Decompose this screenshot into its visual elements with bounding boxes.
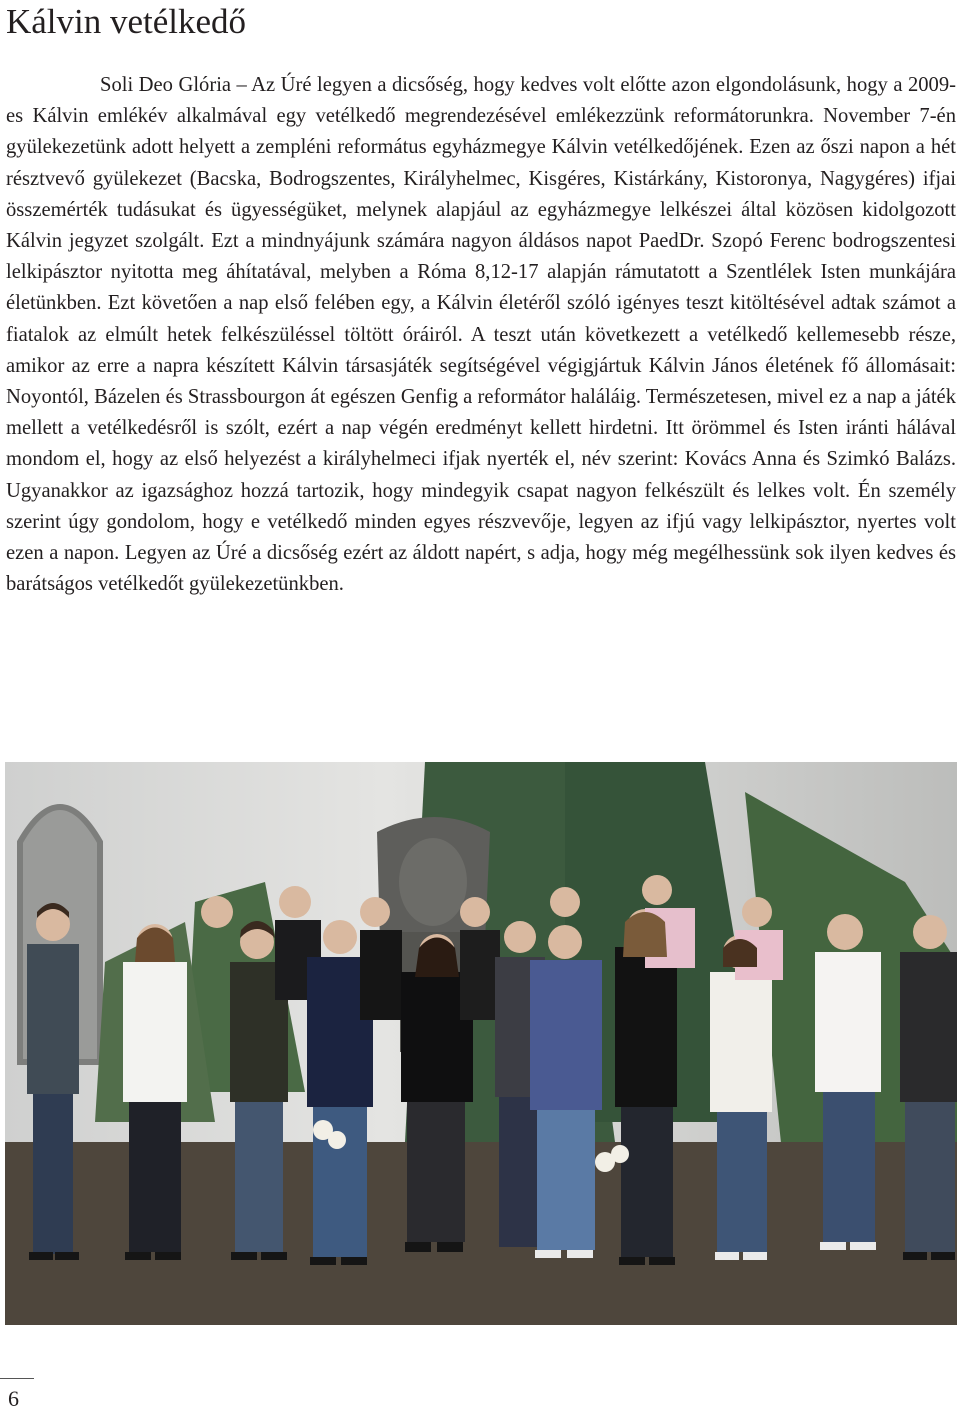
page-number: 6 [8,1386,19,1411]
article-body-text: Soli Deo Glória – Az Úré legyen a dicsőség, hogy kedves volt előtte azon elgondolásunk, hogy a 2009-es Kálvin emlékév alkalmával egy vetélkedő megrendezésével emlékezzünk reformátorunkra. November 7-én gyülekezetünk adott helyett a zempléni református egyházmegye Kálvin vetélkedőjének. Ezen az őszi napon a hét résztvevő gyülekezet (Bacska, Bodrogszentes, Királyhelmec, Kisgéres, Kistárkány, Kistoronya, Nagygéres) ifjai összemérték tudásukat és ügyességüket, melynek alapjául az egyházmegye lelkészei által közösen kidolgozott Kálvin jegyzet szolgált. Ezt a mindnyájunk számára nagyon áldásos napot PaedDr. Szopó Ferenc bodrogszentesi lelkipásztor nyitotta meg áhítatával, melyben a Róma 8,12-17 alapján rámutatott a Szentlélek Isten munkájára életünkben. Ezt követően a nap első felében egy, a Kálvin életéről szóló igényes teszt kitöltésével adtak számot a fiatalok az elmúlt hetek felkészüléssel töltött óráiról. A teszt után következett a vetélkedő kellemesebb része, amikor az erre a napra készített Kálvin társasjáték segítségével végigjártuk Kálvin János életének fő állomásait: Noyontól, Bázelen és Strassbourgon át egészen Genfig a reformátor haláláig. Természetesen, mivel ez a nap a játék mellett a vetélkedésről is szólt, ezért a nap végén eredményt kellett hirdetni. Itt örömmel és Isten iránti hálával mondom el, hogy az első helyezést a királyhelmeci ifjak nyerték el, név szerint: Kovács Anna és Szimkó Balázs. Ugyanakkor az igazsághoz hozzá tartozik, hogy mindegyik csapat nagyon felkészült és lelkes volt. Én személy szerint úgy gondolom, hogy e vetélkedő minden egyes részvevője, legyen az ifjú vagy lelkipásztor, nyertes volt ezen a napon. Legyen az Úré a dicsőség ezért az áldott napért, s adja, hogy még megélhessünk sok ilyen kedves és barátságos vetélkedőt gyülekezetünkben. [6,74,956,596]
article-body [6,70,956,600]
group-photo-illustration [5,762,957,1325]
article-title: Kálvin vetélkedő [6,2,247,41]
footer-rule [0,1378,34,1379]
group-photo [5,762,957,1325]
